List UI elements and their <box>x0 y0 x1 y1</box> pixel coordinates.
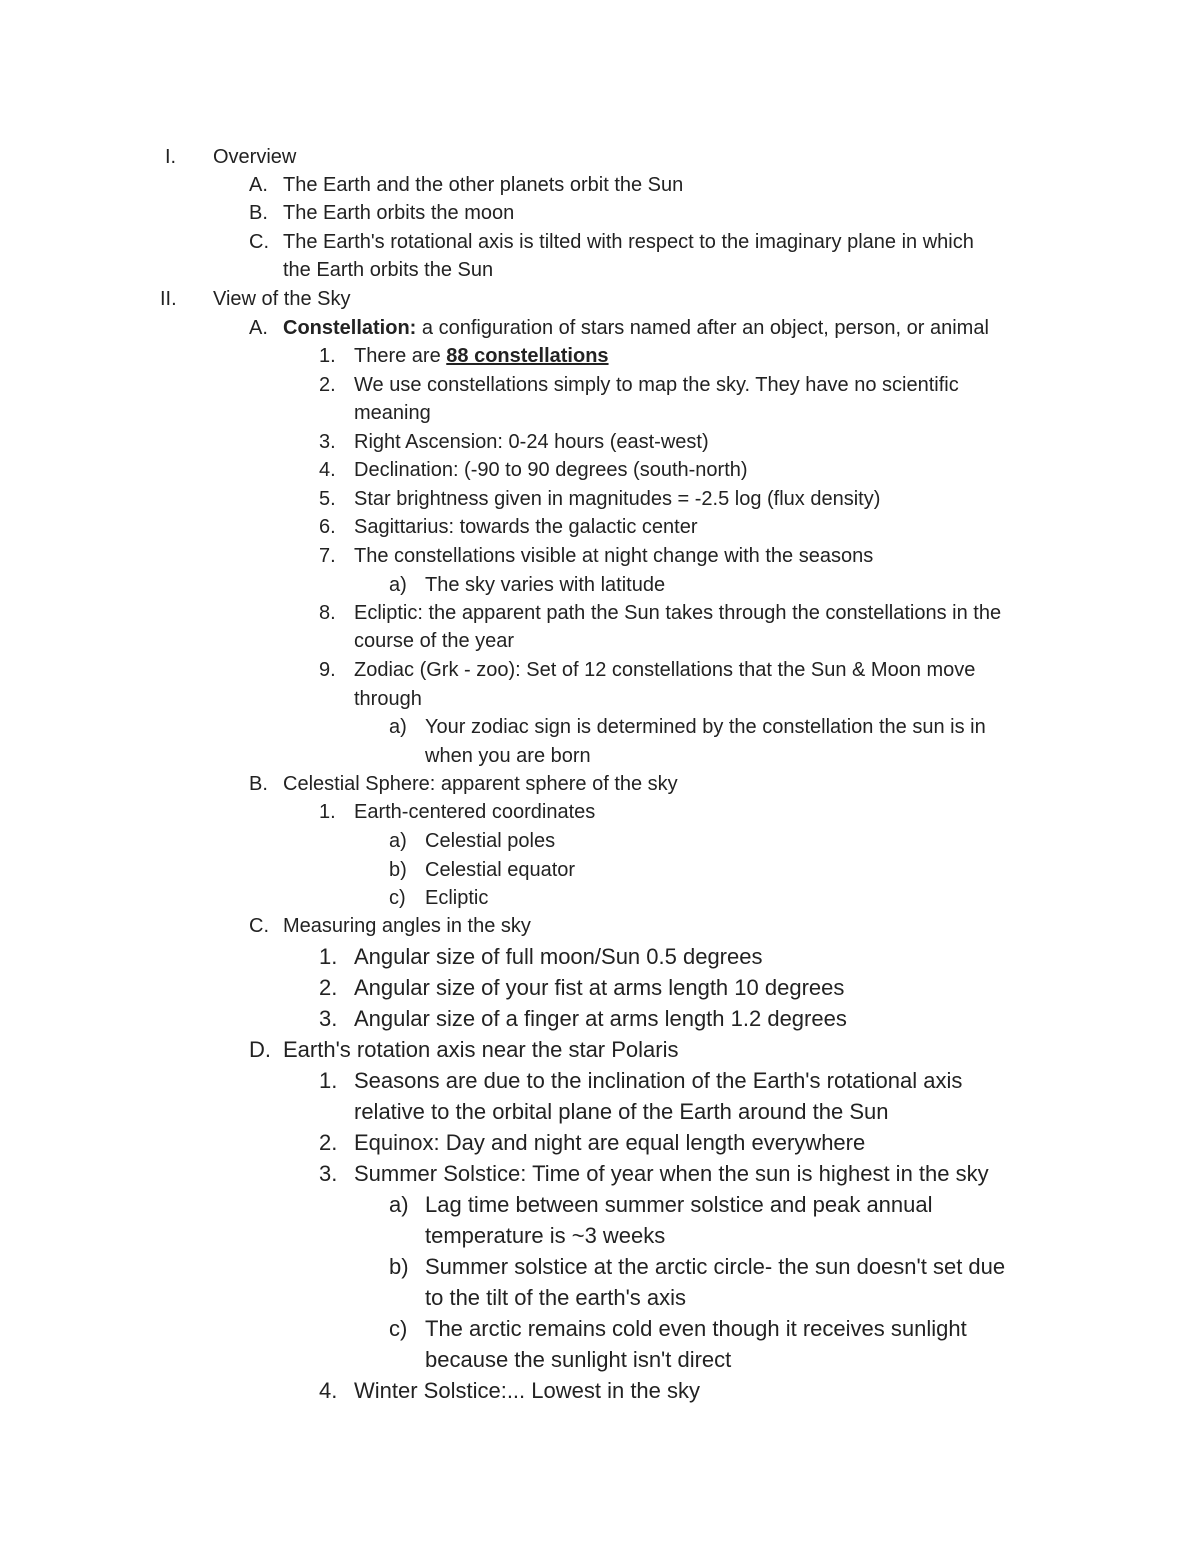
outline-text <box>283 228 974 256</box>
outline-text <box>354 1375 700 1406</box>
text-segment: Summer Solstice: Time of year when the sun is highest in the sky <box>354 1161 989 1186</box>
text-segment: View of the Sky <box>213 288 351 310</box>
outline-text <box>283 199 514 227</box>
text-segment: Your zodiac sign is determined by the constellation the sun is in <box>425 716 986 738</box>
text-segment: Celestial Sphere: apparent sphere of the sky <box>283 773 678 795</box>
outline-text <box>354 627 514 655</box>
text-segment: The Earth and the other planets orbit the Sun <box>283 174 684 196</box>
text-segment: Measuring angles in the sky <box>283 915 531 937</box>
outline-marker: 3. <box>319 1161 338 1186</box>
outline-marker: 1. <box>319 345 336 367</box>
outline-text <box>425 1189 933 1220</box>
outline-marker: 3. <box>319 431 336 453</box>
text-segment: because the sunlight isn't direct <box>425 1347 732 1372</box>
text-segment: when you are born <box>425 745 591 767</box>
outline-text <box>354 428 709 456</box>
outline-text <box>354 798 595 826</box>
outline-text <box>425 1344 731 1375</box>
outline-text <box>425 742 591 770</box>
outline-text <box>425 1313 967 1344</box>
text-segment: There are <box>354 345 447 367</box>
outline-text <box>354 1096 888 1127</box>
text-segment: We use constellations simply to map the sky. They have no scientific <box>354 374 959 396</box>
outline-marker: 1. <box>319 1068 338 1093</box>
outline-marker: b) <box>389 859 407 881</box>
outline-marker: c) <box>389 1316 408 1341</box>
outline-text <box>354 1065 962 1096</box>
outline-marker: C. <box>249 915 269 937</box>
outline-text <box>354 1003 847 1034</box>
text-segment: Earth's rotation axis near the star Polaris <box>283 1037 679 1062</box>
outline-marker: I. <box>165 146 177 168</box>
outline-text <box>425 1251 1005 1282</box>
outline-marker: D. <box>249 1037 271 1062</box>
outline-text <box>354 941 762 972</box>
text-segment: temperature is ~3 weeks <box>425 1223 666 1248</box>
text-segment: Ecliptic <box>425 887 489 909</box>
outline-marker: A. <box>249 174 268 196</box>
outline-text <box>283 256 493 284</box>
text-segment: Lag time between summer solstice and peak annual <box>425 1192 933 1217</box>
outline-text <box>354 656 975 684</box>
outline-marker: A. <box>249 317 268 339</box>
text-segment: The constellations visible at night change with the seasons <box>354 545 874 567</box>
outline-marker: 3. <box>319 1006 338 1031</box>
text-segment: Angular size of full moon/Sun 0.5 degrees <box>354 944 763 969</box>
outline-text <box>213 143 296 171</box>
text-segment: through <box>354 688 422 710</box>
outline-marker: C. <box>249 231 269 253</box>
text-segment: a configuration of stars named after an object, person, or animal <box>416 317 989 339</box>
outline-text <box>354 685 422 713</box>
text-segment: relative to the orbital plane of the Earth around the Sun <box>354 1099 889 1124</box>
text-segment: Right Ascension: 0-24 hours (east-west) <box>354 431 709 453</box>
text-segment: Sagittarius: towards the galactic center <box>354 516 698 538</box>
outline-text <box>354 599 1001 627</box>
text-segment: Celestial poles <box>425 830 556 852</box>
outline-text <box>213 285 350 313</box>
text-segment: meaning <box>354 402 431 424</box>
outline-marker: a) <box>389 1192 409 1217</box>
text-segment: Declination: (-90 to 90 degrees (south-north) <box>354 459 748 481</box>
outline-marker: a) <box>389 716 407 738</box>
outline-text <box>425 1282 686 1313</box>
outline-text <box>354 456 748 484</box>
outline-marker: 2. <box>319 1130 338 1155</box>
outline-marker: 1. <box>319 801 336 823</box>
text-segment: Earth-centered coordinates <box>354 801 596 823</box>
outline-text <box>354 972 844 1003</box>
outline-marker: 4. <box>319 459 336 481</box>
text-segment: The Earth orbits the moon <box>283 202 515 224</box>
outline-text <box>354 371 959 399</box>
text-segment: Seasons are due to the inclination of the Earth's rotational axis <box>354 1068 963 1093</box>
outline-marker: a) <box>389 574 407 596</box>
outline-marker: 2. <box>319 975 338 1000</box>
text-segment: Overview <box>213 146 297 168</box>
text-segment: The Earth's rotational axis is tilted with respect to the imaginary plane in which <box>283 231 974 253</box>
outline-marker: B. <box>249 202 268 224</box>
outline-marker: B. <box>249 773 268 795</box>
outline-marker: 9. <box>319 659 336 681</box>
outline-text <box>354 1127 865 1158</box>
outline-text <box>425 1220 665 1251</box>
outline-text <box>354 542 873 570</box>
emphasis-text: Constellation: <box>283 317 417 339</box>
outline-text <box>354 485 880 513</box>
text-segment: course of the year <box>354 630 515 652</box>
outline-marker: c) <box>389 887 406 909</box>
text-segment: Star brightness given in magnitudes = -2.5 log (flux density) <box>354 488 881 510</box>
text-segment: Summer solstice at the arctic circle- the sun doesn't set due <box>425 1254 1006 1279</box>
text-segment: to the tilt of the earth's axis <box>425 1285 687 1310</box>
text-segment: the Earth orbits the Sun <box>283 259 494 281</box>
text-segment: Ecliptic: the apparent path the Sun takes through the constellations in the <box>354 602 1002 624</box>
outline-text <box>425 884 488 912</box>
outline-text <box>354 399 431 427</box>
outline-marker: 1. <box>319 944 338 969</box>
text-segment: Angular size of a finger at arms length 1.2 degrees <box>354 1006 847 1031</box>
outline-marker: 2. <box>319 374 336 396</box>
outline-text <box>354 342 609 370</box>
outline-text <box>425 856 575 884</box>
text-segment: The arctic remains cold even though it receives sunlight <box>425 1316 967 1341</box>
text-segment: Angular size of your fist at arms length 10 degrees <box>354 975 845 1000</box>
outline-marker: 7. <box>319 545 336 567</box>
text-segment: The sky varies with latitude <box>425 574 666 596</box>
outline-text <box>425 713 986 741</box>
outline-text <box>425 571 665 599</box>
outline-text <box>283 314 989 342</box>
outline-marker: 8. <box>319 602 336 624</box>
outline-text <box>283 770 678 798</box>
outline-text <box>283 171 683 199</box>
outline-marker: b) <box>389 1254 409 1279</box>
outline-marker: 5. <box>319 488 336 510</box>
outline-marker: II. <box>160 288 177 310</box>
text-segment: Celestial equator <box>425 859 576 881</box>
text-segment: Winter Solstice:... Lowest in the sky <box>354 1378 701 1403</box>
outline-text <box>354 1158 989 1189</box>
text-segment: Equinox: Day and night are equal length everywhere <box>354 1130 866 1155</box>
outline-marker: a) <box>389 830 407 852</box>
outline-text <box>283 912 531 940</box>
outline-marker: 6. <box>319 516 336 538</box>
text-segment: Zodiac (Grk - zoo): Set of 12 constellations that the Sun & Moon move <box>354 659 976 681</box>
outline-text <box>354 513 698 541</box>
outline-marker: 4. <box>319 1378 338 1403</box>
outline-text <box>283 1034 679 1065</box>
outline-text <box>425 827 555 855</box>
emphasis-text: 88 constellations <box>446 345 609 367</box>
